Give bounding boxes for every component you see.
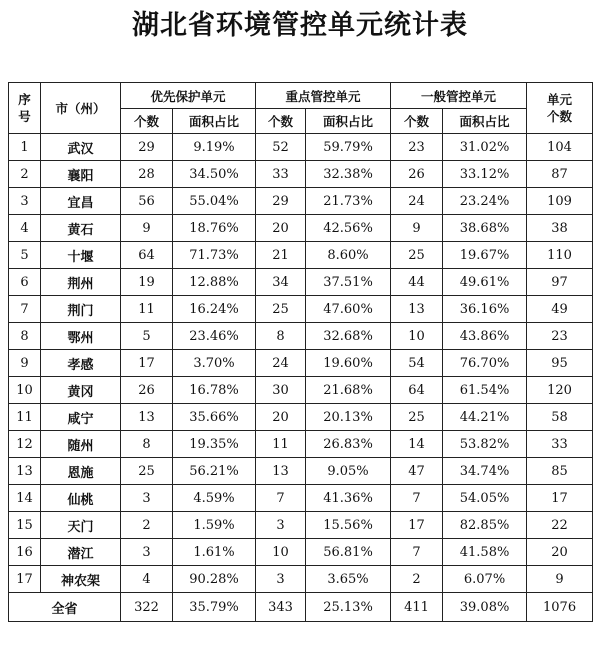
city-name: 襄阳 [41, 161, 121, 188]
priority-count: 4 [121, 566, 173, 593]
table-row [9, 377, 593, 404]
city-name: 黄石 [41, 215, 121, 242]
general-area-ratio: 23.24% [443, 188, 527, 215]
total-priority-area: 35.79% [173, 593, 256, 622]
city-name: 鄂州 [41, 323, 121, 350]
table-row [9, 512, 593, 539]
row-number: 8 [9, 323, 41, 350]
general-area-ratio: 33.12% [443, 161, 527, 188]
general-count: 13 [391, 296, 443, 323]
table-row [9, 242, 593, 269]
row-number: 14 [9, 485, 41, 512]
row-number: 10 [9, 377, 41, 404]
key-count: 33 [256, 161, 306, 188]
table-row [9, 296, 593, 323]
table-row [9, 431, 593, 458]
priority-count: 26 [121, 377, 173, 404]
general-area-ratio: 76.70% [443, 350, 527, 377]
units-total: 22 [527, 512, 593, 539]
units-total: 120 [527, 377, 593, 404]
general-area-ratio: 31.02% [443, 134, 527, 161]
units-total: 58 [527, 404, 593, 431]
key-area-ratio: 41.36% [306, 485, 391, 512]
general-area-ratio: 36.16% [443, 296, 527, 323]
city-name: 恩施 [41, 458, 121, 485]
header-count: 个数 [256, 109, 306, 134]
header-area-ratio: 面积占比 [306, 109, 391, 134]
key-count: 11 [256, 431, 306, 458]
city-name: 武汉 [41, 134, 121, 161]
header-count: 个数 [391, 109, 443, 134]
key-area-ratio: 56.81% [306, 539, 391, 566]
table-row [9, 134, 593, 161]
key-area-ratio: 8.60% [306, 242, 391, 269]
general-count: 23 [391, 134, 443, 161]
city-name: 天门 [41, 512, 121, 539]
general-area-ratio: 44.21% [443, 404, 527, 431]
city-name: 潜江 [41, 539, 121, 566]
header-city: 市（州） [41, 83, 121, 134]
priority-area-ratio: 90.28% [173, 566, 256, 593]
key-count: 20 [256, 215, 306, 242]
header-key: 重点管控单元 [256, 83, 391, 109]
key-count: 20 [256, 404, 306, 431]
header-priority: 优先保护单元 [121, 83, 256, 109]
header-units-total: 单元个数 [527, 83, 593, 134]
general-area-ratio: 38.68% [443, 215, 527, 242]
general-count: 14 [391, 431, 443, 458]
row-number: 7 [9, 296, 41, 323]
general-area-ratio: 43.86% [443, 323, 527, 350]
city-name: 仙桃 [41, 485, 121, 512]
city-name: 神农架 [41, 566, 121, 593]
key-count: 8 [256, 323, 306, 350]
table-row [9, 566, 593, 593]
general-count: 2 [391, 566, 443, 593]
general-area-ratio: 49.61% [443, 269, 527, 296]
row-number: 6 [9, 269, 41, 296]
priority-count: 9 [121, 215, 173, 242]
table-row [9, 269, 593, 296]
priority-area-ratio: 3.70% [173, 350, 256, 377]
key-area-ratio: 26.83% [306, 431, 391, 458]
key-count: 3 [256, 512, 306, 539]
key-count: 13 [256, 458, 306, 485]
general-count: 26 [391, 161, 443, 188]
table-row [9, 161, 593, 188]
general-count: 25 [391, 242, 443, 269]
general-count: 25 [391, 404, 443, 431]
priority-count: 5 [121, 323, 173, 350]
units-total: 9 [527, 566, 593, 593]
priority-area-ratio: 18.76% [173, 215, 256, 242]
priority-count: 17 [121, 350, 173, 377]
priority-count: 25 [121, 458, 173, 485]
general-count: 10 [391, 323, 443, 350]
priority-area-ratio: 34.50% [173, 161, 256, 188]
general-area-ratio: 6.07% [443, 566, 527, 593]
total-key-count: 343 [256, 593, 306, 622]
priority-area-ratio: 12.88% [173, 269, 256, 296]
table-row [9, 350, 593, 377]
priority-area-ratio: 55.04% [173, 188, 256, 215]
priority-count: 3 [121, 539, 173, 566]
table-row [9, 404, 593, 431]
general-count: 17 [391, 512, 443, 539]
general-area-ratio: 61.54% [443, 377, 527, 404]
row-number: 3 [9, 188, 41, 215]
units-total: 104 [527, 134, 593, 161]
key-area-ratio: 42.56% [306, 215, 391, 242]
units-total: 85 [527, 458, 593, 485]
priority-count: 29 [121, 134, 173, 161]
units-total: 87 [527, 161, 593, 188]
statistics-table [8, 82, 593, 622]
table-row [9, 458, 593, 485]
key-area-ratio: 3.65% [306, 566, 391, 593]
general-area-ratio: 82.85% [443, 512, 527, 539]
row-number: 17 [9, 566, 41, 593]
key-count: 21 [256, 242, 306, 269]
priority-area-ratio: 23.46% [173, 323, 256, 350]
key-area-ratio: 19.60% [306, 350, 391, 377]
key-count: 7 [256, 485, 306, 512]
total-general-area: 39.08% [443, 593, 527, 622]
priority-count: 56 [121, 188, 173, 215]
key-area-ratio: 32.68% [306, 323, 391, 350]
general-count: 47 [391, 458, 443, 485]
key-count: 29 [256, 188, 306, 215]
key-count: 25 [256, 296, 306, 323]
general-count: 7 [391, 485, 443, 512]
priority-area-ratio: 71.73% [173, 242, 256, 269]
units-total: 38 [527, 215, 593, 242]
general-area-ratio: 54.05% [443, 485, 527, 512]
city-name: 宜昌 [41, 188, 121, 215]
header-area-ratio: 面积占比 [173, 109, 256, 134]
city-name: 随州 [41, 431, 121, 458]
key-count: 52 [256, 134, 306, 161]
row-number: 9 [9, 350, 41, 377]
units-total: 110 [527, 242, 593, 269]
total-general-count: 411 [391, 593, 443, 622]
total-row [9, 593, 593, 622]
key-area-ratio: 20.13% [306, 404, 391, 431]
total-label: 全省 [9, 593, 121, 622]
row-number: 12 [9, 431, 41, 458]
key-count: 3 [256, 566, 306, 593]
row-number: 13 [9, 458, 41, 485]
general-count: 64 [391, 377, 443, 404]
general-area-ratio: 34.74% [443, 458, 527, 485]
general-area-ratio: 19.67% [443, 242, 527, 269]
row-number: 4 [9, 215, 41, 242]
key-area-ratio: 15.56% [306, 512, 391, 539]
header-area-ratio: 面积占比 [443, 109, 527, 134]
priority-count: 11 [121, 296, 173, 323]
table-row [9, 188, 593, 215]
table-row [9, 539, 593, 566]
row-number: 1 [9, 134, 41, 161]
city-name: 咸宁 [41, 404, 121, 431]
priority-area-ratio: 1.59% [173, 512, 256, 539]
general-count: 54 [391, 350, 443, 377]
page-title: 湖北省环境管控单元统计表 [132, 10, 468, 41]
key-area-ratio: 47.60% [306, 296, 391, 323]
key-area-ratio: 21.68% [306, 377, 391, 404]
priority-count: 2 [121, 512, 173, 539]
row-number: 2 [9, 161, 41, 188]
priority-area-ratio: 4.59% [173, 485, 256, 512]
units-total: 95 [527, 350, 593, 377]
general-count: 24 [391, 188, 443, 215]
city-name: 荆门 [41, 296, 121, 323]
city-name: 黄冈 [41, 377, 121, 404]
key-count: 30 [256, 377, 306, 404]
priority-count: 3 [121, 485, 173, 512]
city-name: 孝感 [41, 350, 121, 377]
total-units: 1076 [527, 593, 593, 622]
units-total: 49 [527, 296, 593, 323]
priority-area-ratio: 19.35% [173, 431, 256, 458]
table-row [9, 323, 593, 350]
priority-area-ratio: 9.19% [173, 134, 256, 161]
units-total: 23 [527, 323, 593, 350]
priority-area-ratio: 16.78% [173, 377, 256, 404]
key-count: 34 [256, 269, 306, 296]
row-number: 16 [9, 539, 41, 566]
priority-count: 8 [121, 431, 173, 458]
key-area-ratio: 37.51% [306, 269, 391, 296]
priority-area-ratio: 1.61% [173, 539, 256, 566]
key-count: 10 [256, 539, 306, 566]
city-name: 荆州 [41, 269, 121, 296]
key-area-ratio: 59.79% [306, 134, 391, 161]
units-total: 33 [527, 431, 593, 458]
key-count: 24 [256, 350, 306, 377]
key-area-ratio: 21.73% [306, 188, 391, 215]
general-area-ratio: 53.82% [443, 431, 527, 458]
priority-count: 13 [121, 404, 173, 431]
row-number: 11 [9, 404, 41, 431]
priority-area-ratio: 56.21% [173, 458, 256, 485]
total-key-area: 25.13% [306, 593, 391, 622]
priority-count: 64 [121, 242, 173, 269]
city-name: 十堰 [41, 242, 121, 269]
key-area-ratio: 9.05% [306, 458, 391, 485]
header-count: 个数 [121, 109, 173, 134]
units-total: 109 [527, 188, 593, 215]
total-priority-count: 322 [121, 593, 173, 622]
key-area-ratio: 32.38% [306, 161, 391, 188]
row-number: 5 [9, 242, 41, 269]
general-area-ratio: 41.58% [443, 539, 527, 566]
priority-count: 28 [121, 161, 173, 188]
units-total: 17 [527, 485, 593, 512]
units-total: 20 [527, 539, 593, 566]
table-body [9, 134, 593, 593]
row-number: 15 [9, 512, 41, 539]
general-count: 44 [391, 269, 443, 296]
header-seq: 序号 [9, 83, 41, 134]
table-row [9, 485, 593, 512]
priority-count: 19 [121, 269, 173, 296]
units-total: 97 [527, 269, 593, 296]
priority-area-ratio: 16.24% [173, 296, 256, 323]
header-general: 一般管控单元 [391, 83, 527, 109]
general-count: 9 [391, 215, 443, 242]
general-count: 7 [391, 539, 443, 566]
priority-area-ratio: 35.66% [173, 404, 256, 431]
table-row [9, 215, 593, 242]
